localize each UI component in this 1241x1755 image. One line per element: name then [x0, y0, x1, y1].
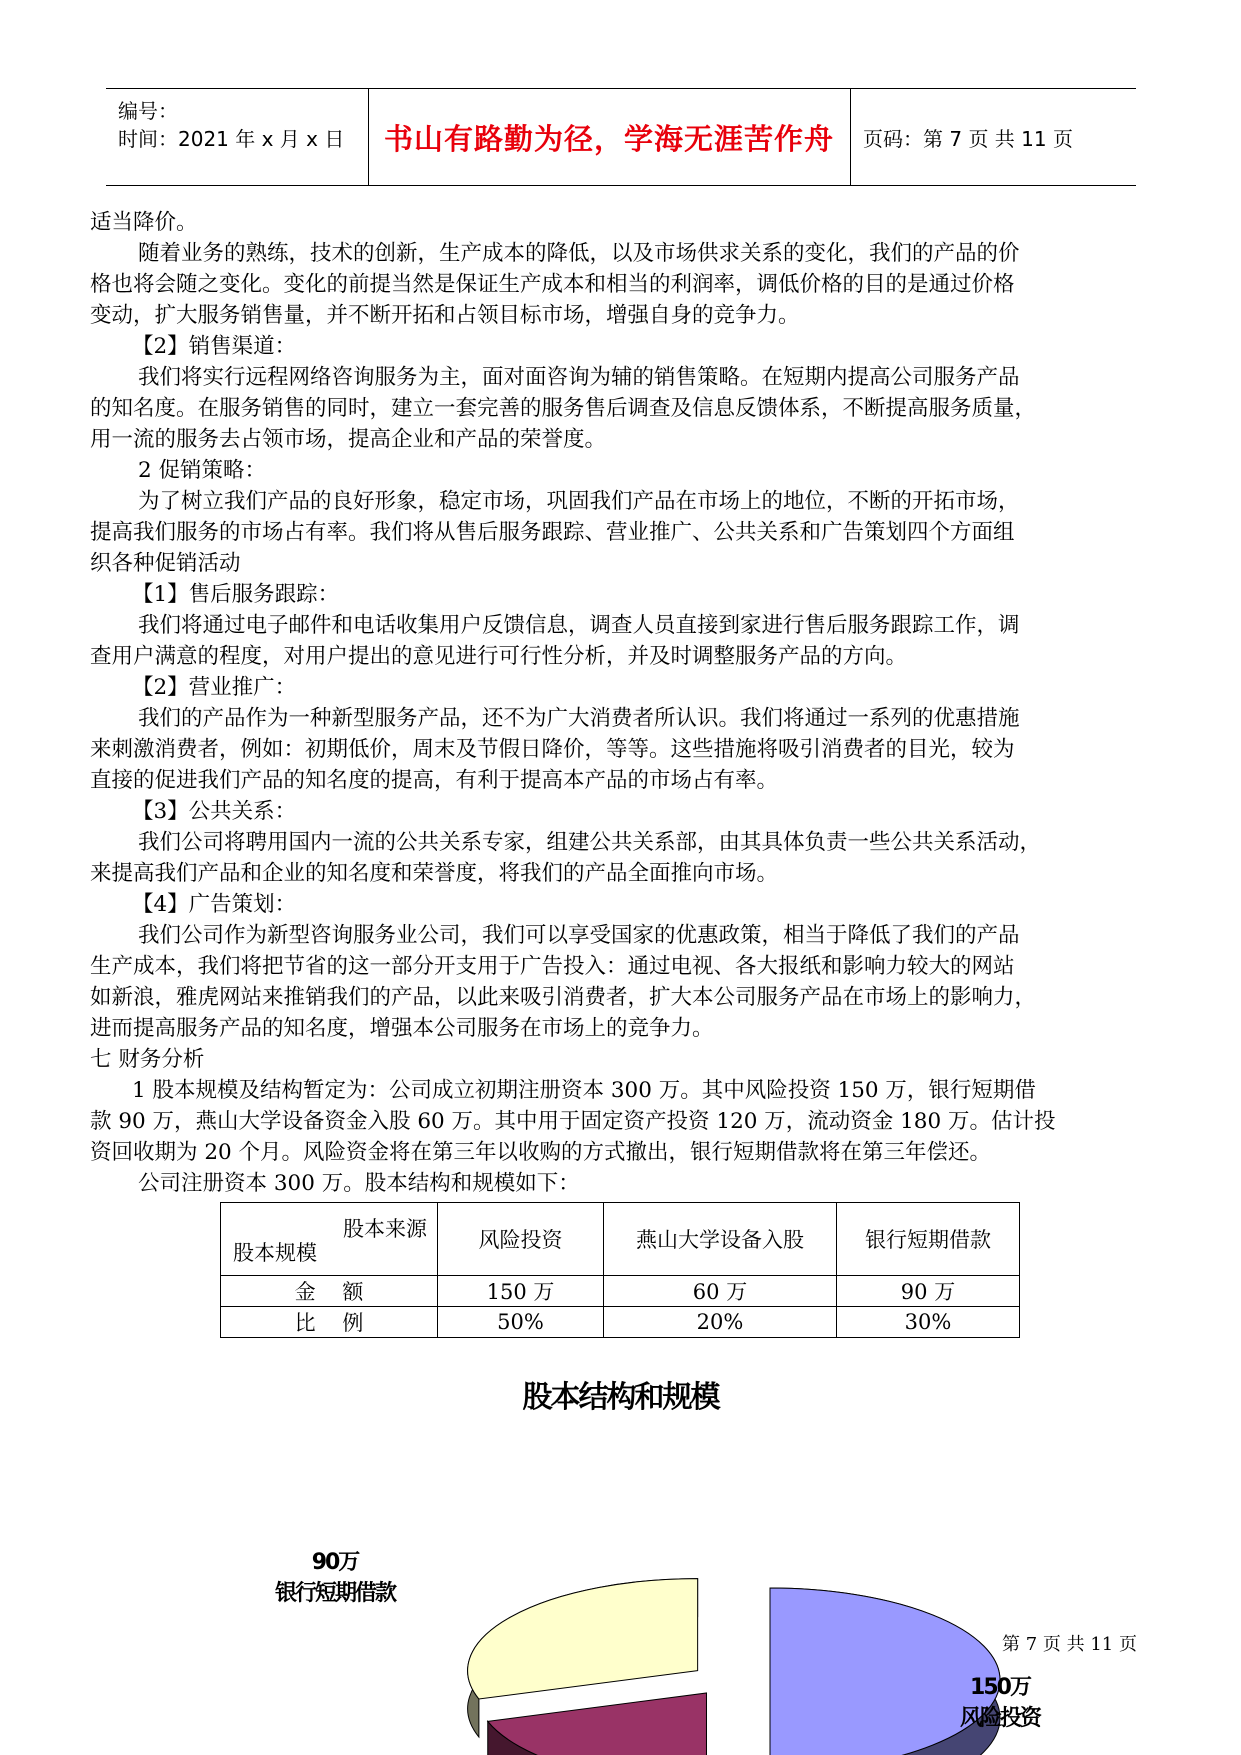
column-header: 风险投资 [438, 1203, 604, 1276]
paragraph-line: 1 股本规模及结构暂定为：公司成立初期注册资本 300 万。其中风险投资 150 万，银行短期借 [132, 1078, 1036, 1103]
paragraph-line: 随着业务的熟练，技术的创新，生产成本的降低，以及市场供求关系的变化，我们的产品的价 [138, 241, 1020, 266]
slice-amount: 150万 [970, 1675, 1030, 1700]
page-label: 页码：第 7 页 共 11 页 [863, 126, 1073, 151]
table-cell: 20% [604, 1307, 837, 1338]
paragraph-line: 来提高我们产品和企业的知名度和荣誉度，将我们的产品全面推向市场。 [90, 861, 779, 886]
paragraph-line: 我们的产品作为一种新型服务产品，还不为广大消费者所认识。我们将通过一系列的优惠措施 [138, 706, 1020, 731]
table-cell: 50% [438, 1307, 604, 1338]
section-heading: 【4】广告策划： [132, 892, 297, 917]
paragraph-line: 我们公司作为新型咨询服务业公司，我们可以享受国家的优惠政策，相当于降低了我们的产品 [138, 923, 1020, 948]
paragraph-line: 织各种促销活动 [90, 551, 241, 576]
section-heading: 【3】公共关系： [132, 799, 297, 824]
time-label: 时间：2021 年 x 月 x 日 [118, 127, 345, 151]
paragraph-line: 提高我们服务的市场占有率。我们将从售后服务跟踪、营业推广、公共关系和广告策划四个方面组 [90, 520, 1015, 545]
corner-bottom-label: 股本规模 [233, 1241, 317, 1265]
column-header: 燕山大学设备入股 [604, 1203, 837, 1276]
slice-label-bank [250, 1545, 420, 1607]
row-label: 金 额 [221, 1276, 438, 1307]
table-cell: 30% [837, 1307, 1020, 1338]
section-heading: 七 财务分析 [90, 1047, 205, 1072]
motto-text: 书山有路勤为径，学海无涯苦作舟 [383, 121, 834, 156]
number-label: 编号： [118, 99, 178, 123]
slice-label-venture [925, 1670, 1075, 1732]
section-heading: 【2】销售渠道： [132, 334, 297, 359]
column-header: 银行短期借款 [837, 1203, 1020, 1276]
paragraph-line: 款 90 万，燕山大学设备资金入股 60 万。其中用于固定资产投资 120 万，流动资金 180 万。估计投 [90, 1109, 1056, 1134]
slice-name: 风险投资 [959, 1706, 1040, 1731]
paragraph-line: 进而提高服务产品的知名度，增强本公司服务在市场上的竞争力。 [90, 1016, 714, 1041]
pie-slice-university [488, 1693, 707, 1755]
slice-amount: 90万 [311, 1550, 359, 1575]
paragraph-line: 格也将会随之变化。变化的前提当然是保证生产成本和相当的利润率，调低价格的目的是通过价格 [90, 272, 1015, 297]
paragraph-line: 的知名度。在服务销售的同时，建立一套完善的服务售后调查及信息反馈体系，不断提高服务质量， [90, 396, 1037, 421]
row-label: 比 例 [221, 1307, 438, 1338]
paragraph-line: 生产成本，我们将把节省的这一部分开支用于广告投入：通过电视、各大报纸和影响力较大的网站 [90, 954, 1015, 979]
paragraph-line: 用一流的服务去占领市场，提高企业和产品的荣誉度。 [90, 427, 607, 452]
paragraph-line: 我们公司将聘用国内一流的公共关系专家，组建公共关系部，由其具体负责一些公共关系活动， [138, 830, 1042, 855]
paragraph-line: 为了树立我们产品的良好形象，稳定市场，巩固我们产品在市场上的地位，不断的开拓市场， [138, 489, 1020, 514]
paragraph-line: 公司注册资本 300 万。股本结构和规模如下： [138, 1171, 580, 1196]
paragraph-line: 资回收期为 20 个月。风险资金将在第三年以收购的方式撤出，银行短期借款将在第三年偿还。 [90, 1140, 992, 1165]
paragraph-line: 适当降价。 [90, 210, 198, 235]
section-heading: 【1】售后服务跟踪： [132, 582, 340, 607]
page-footer: 第 7 页 共 11 页 [1002, 1634, 1137, 1655]
section-heading: 2 促销策略： [138, 458, 267, 483]
section-heading: 【2】营业推广： [132, 675, 297, 700]
paragraph-line: 直接的促进我们产品的知名度的提高，有利于提高本产品的市场占有率。 [90, 768, 779, 793]
paragraph-line: 我们将实行远程网络咨询服务为主，面对面咨询为辅的销售策略。在短期内提高公司服务产品 [138, 365, 1020, 390]
table-cell: 90 万 [837, 1276, 1020, 1307]
slice-name: 银行短期借款 [274, 1581, 395, 1606]
paragraph-line: 如新浪，雅虎网站来推销我们的产品，以此来吸引消费者，扩大本公司服务产品在市场上的影响力， [90, 985, 1037, 1010]
chart-title: 股本结构和规模 [522, 1380, 719, 1415]
paragraph-line: 我们将通过电子邮件和电话收集用户反馈信息，调查人员直接到家进行售后服务跟踪工作，调 [138, 613, 1020, 638]
table-cell: 60 万 [604, 1276, 837, 1307]
table-cell: 150 万 [438, 1276, 604, 1307]
pie-slice-bank [468, 1579, 698, 1699]
paragraph-line: 来刺激消费者，例如：初期低价，周末及节假日降价，等等。这些措施将吸引消费者的目光，较为 [90, 737, 1015, 762]
paragraph-line: 查用户满意的程度，对用户提出的意见进行可行性分析，并及时调整服务产品的方向。 [90, 644, 908, 669]
corner-top-label: 股本来源 [343, 1217, 427, 1241]
paragraph-line: 变动，扩大服务销售量，并不断开拓和占领目标市场，增强自身的竞争力。 [90, 303, 800, 328]
